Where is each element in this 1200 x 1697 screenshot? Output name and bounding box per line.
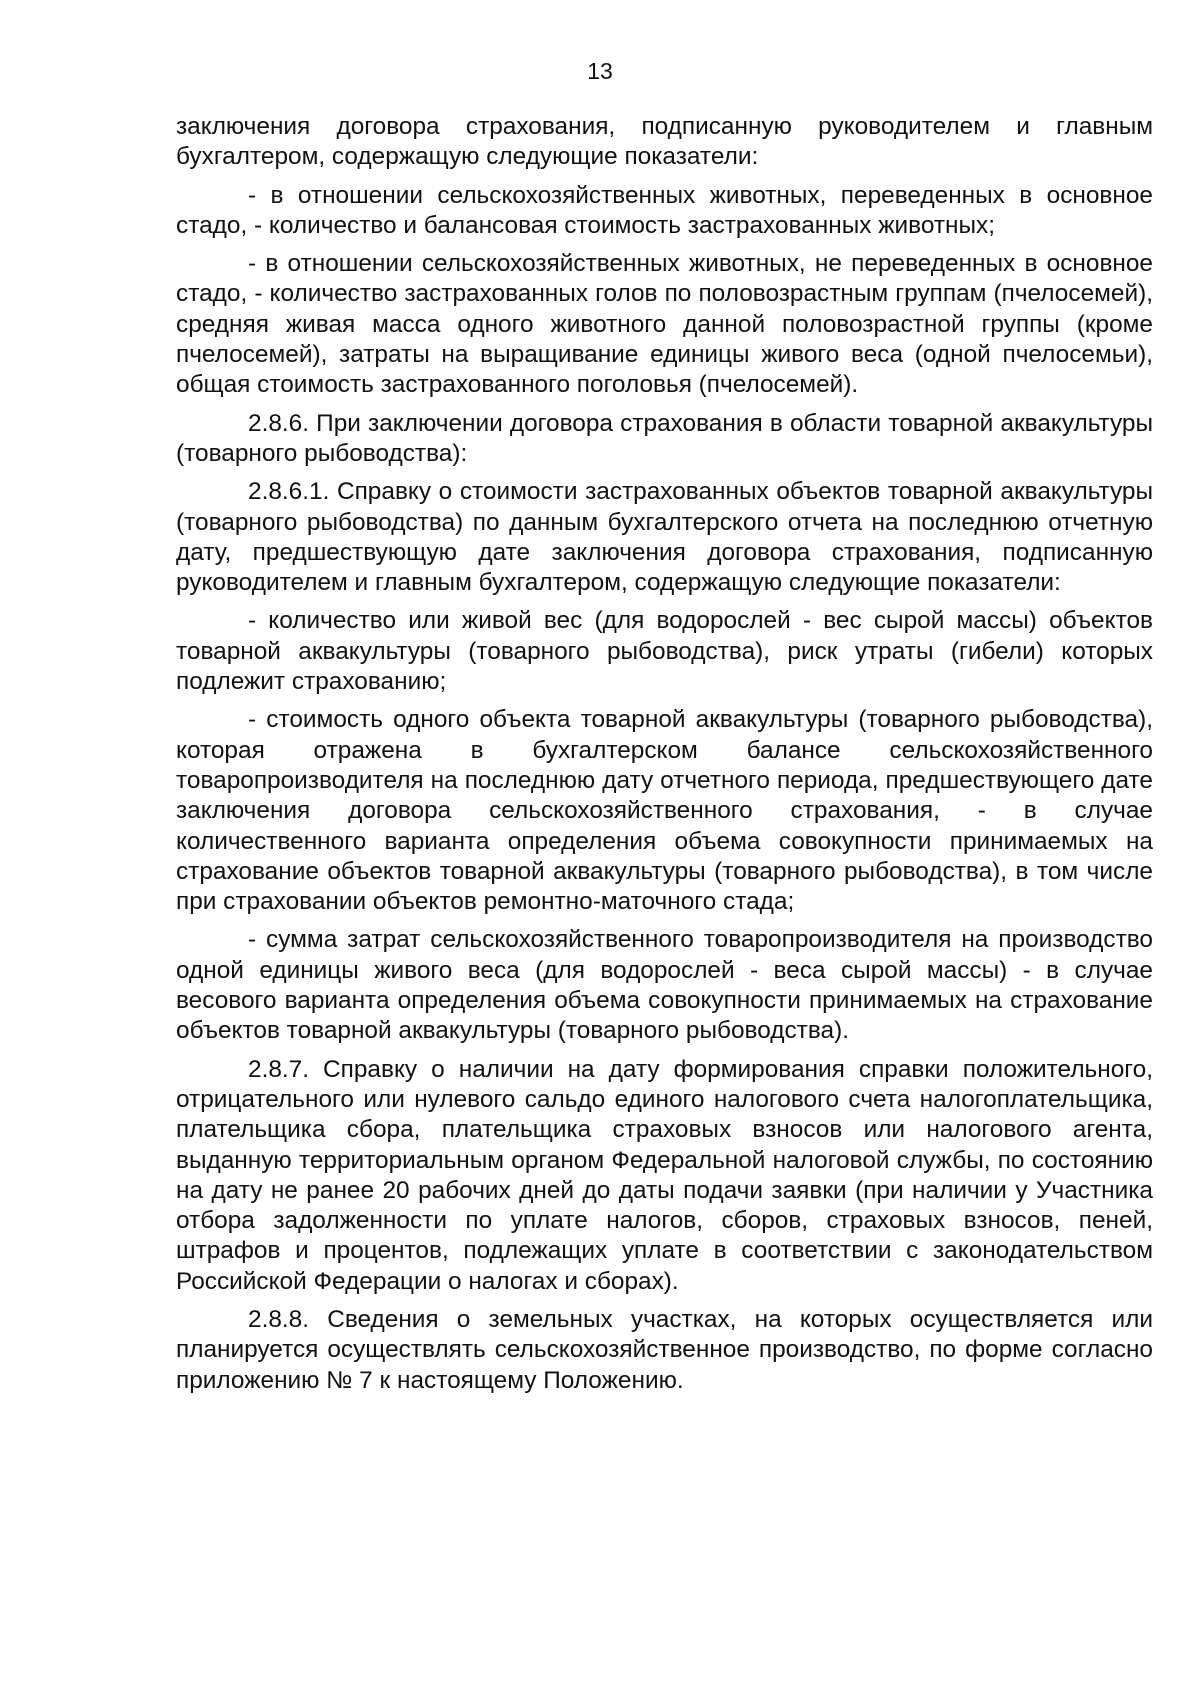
page-number: 13 [587, 58, 613, 84]
paragraph-livestock-main-herd: - в отношении сельскохозяйственных животных, переведенных в основное стадо, - количество и балансовая стоимость застрахованных животных; [176, 181, 1153, 239]
paragraph-livestock-not-main-herd: - в отношении сельскохозяйственных животных, не переведенных в основное стадо, - количество застрахованных голов по половозрастным группам (пчелосемей), средняя живая масса одного животного данной половозрастной группы (кроме пчелосемей), затраты на выращивание единицы живого веса (одной пчелосемьи), общая стоимость застрахованного поголовья (пчелосемей). [176, 250, 1153, 399]
paragraph-aquaculture-cost: - стоимость одного объекта товарной аквакультуры (товарного рыбоводства), которая отражена в бухгалтерском балансе сельскохозяйственного товаропроизводителя на последнюю дату отчетного периода, предшествующего дате заключения договора сельскохозяйственного страхования, - в случае количественного варианта определения объема совокупности принимаемых на страхование объектов товарной аквакультуры (товарного рыбоводства), в том числе при страховании объектов ремонтно-маточного стада; [176, 706, 1153, 916]
paragraph-aquaculture-quantity: - количество или живой вес (для водорослей - вес сырой массы) объектов товарной аквакультуры (товарного рыбоводства), риск утраты (гибели) которых подлежит страхованию; [176, 607, 1153, 696]
paragraph-2-8-8: 2.8.8. Сведения о земельных участках, на которых осуществляется или планируется осуществлять сельскохозяйственное производство, по форме согласно приложению № 7 к настоящему Положению. [176, 1305, 1153, 1394]
paragraph-2-8-6: 2.8.6. При заключении договора страхования в области товарной аквакультуры (товарного рыбоводства): [176, 409, 1153, 467]
document-body [176, 112, 1153, 1404]
paragraph-2-8-7: 2.8.7. Справку о наличии на дату формирования справки положительного, отрицательного или нулевого сальдо единого налогового счета налогоплательщика, плательщика сбора, плательщика страховых взносов или налогового агента, выданную территориальным органом Федеральной налоговой службы, по состоянию на дату не ранее 20 рабочих дней до даты подачи заявки (при наличии у Участника отбора задолженности по уплате налогов, сборов, страховых взносов, пеней, штрафов и процентов, подлежащих уплате в соответствии с законодательством Российской Федерации о налогах и сборах). [176, 1055, 1153, 1295]
paragraph-continuation: заключения договора страхования, подписанную руководителем и главным бухгалтером, содержащую следующие показатели: [176, 113, 1153, 171]
paragraph-2-8-6-1: 2.8.6.1. Справку о стоимости застрахованных объектов товарной аквакультуры (товарного рыбоводства) по данным бухгалтерского отчета на последнюю отчетную дату, предшествующую дате заключения договора страхования, подписанную руководителем и главным бухгалтером, содержащую следующие показатели: [176, 478, 1153, 597]
paragraph-aquaculture-expenses: - сумма затрат сельскохозяйственного товаропроизводителя на производство одной единицы живого веса (для водорослей - веса сырой массы) - в случае весового варианта определения объема совокупности принимаемых на страхование объектов товарной аквакультуры (товарного рыбоводства). [176, 926, 1153, 1045]
